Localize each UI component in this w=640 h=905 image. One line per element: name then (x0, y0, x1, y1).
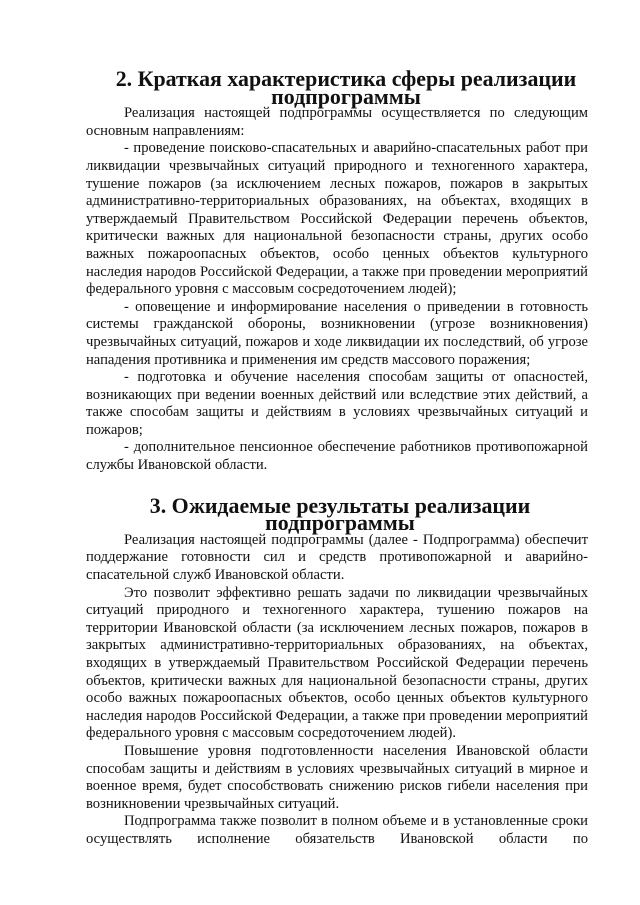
section-2-paragraph-intro: Реализация настоящей подпрограммы осуществляется по следующим основным направлениям: (86, 105, 588, 139)
section-2-item-pension: - дополнительное пенсионное обеспечение работников противопожарной службы Ивановской области. (86, 439, 588, 474)
section-2-item-training: - подготовка и обучение населения способам защиты от опасностей, возникающих при ведении военных действий или вследствие этих действий, а также способам защиты и действиям в условиях чрезвычайных ситуаций и пожаров; (86, 369, 588, 438)
document-body (86, 66, 588, 849)
section-3-paragraph-obligations: Подпрограмма также позволит в полном объеме и в установленные сроки осуществлять исполнение обязательств Ивановской области по (86, 813, 588, 847)
section-3-paragraph-preparedness: Повышение уровня подготовленности населения Ивановской области способам защиты и действиям в условиях чрезвычайных ситуаций в мирное и военное время, будет способствовать снижению рисков гибели населения при возникновении чрезвычайных ситуаций. (86, 742, 588, 812)
section-2-item-rescue-works: - проведение поисково-спасательных и аварийно-спасательных работ при ликвидации чрезвычайных ситуаций природного и техногенного характера, тушение пожаров (за исключением лесных пожаров, пожаров в закрытых административно-территориальных образованиях, на объектах, входящих в утверждаемый Правительством Российской Федерации перечень объектов, критически важных для национальной безопасности страны, других особо важных пожароопасных объектов, особо ценных объектов культурного наследия народов Российской Федерации, а также при проведении мероприятий федерального уровня с массовым сосредоточением людей); (86, 140, 588, 298)
section-3-heading: 3. Ожидаемые результаты реализации подпрограммы (149, 492, 531, 536)
section-2-heading: 2. Краткая характеристика сферы реализации подпрограммы (115, 66, 577, 109)
section-2-item-notification: - оповещение и информирование населения о приведении в готовность системы гражданской обороны, возникновении (угрозе возникновения) чрезвычайных ситуаций, пожаров и ходе ликвидации их последствий, об угрозе нападения противника и применения им средств массового поражения; (86, 298, 588, 368)
section-3-paragraph-readiness: Реализация настоящей подпрограммы (далее - Подпрограмма) обеспечит поддержание готовности сил и средств противопожарной и аварийно-спасательной служб Ивановской области. (86, 531, 588, 584)
section-3-paragraph-tasks: Это позволит эффективно решать задачи по ликвидации чрезвычайных ситуаций природного и техногенного характера, тушению пожаров на территории Ивановской области (за исключением лесных пожаров, пожаров в закрытых административно-территориальных образованиях, на объектах, входящих в утверждаемый Правительством Российской Федерации перечень объектов, критически важных для национальной безопасности страны, других особо важных пожароопасных объектов, особо ценных объектов культурного наследия народов Российской Федерации, а также при проведении мероприятий федерального уровня с массовым сосредоточением людей). (86, 584, 588, 742)
